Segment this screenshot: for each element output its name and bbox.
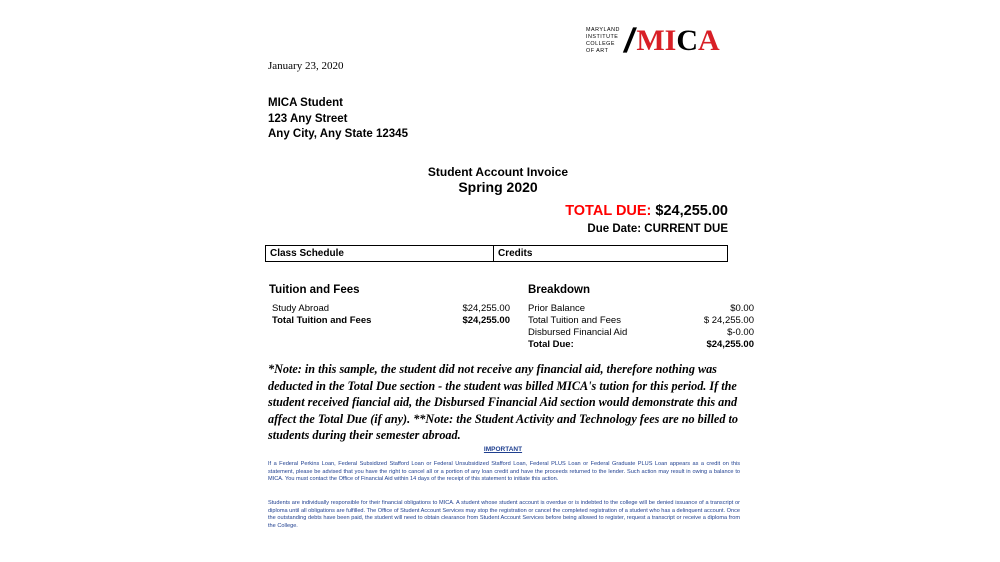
- logo-letter-i: I: [664, 24, 677, 57]
- table-row: [272, 303, 510, 315]
- logo-letter-a: A: [698, 24, 720, 57]
- row-value: $ 24,255.00: [703, 315, 754, 326]
- recipient-address: [268, 96, 408, 143]
- logo-word-line-3: COLLEGE: [586, 41, 615, 47]
- class-schedule-header: Class Schedule: [266, 246, 494, 261]
- row-label: Disbursed Financial Aid: [528, 327, 628, 338]
- important-heading: IMPORTANT: [483, 446, 523, 453]
- logo-word-line-1: MARYLAND: [586, 26, 620, 33]
- row-value: $24,255.00: [706, 339, 754, 350]
- mica-logo: [586, 24, 720, 58]
- recipient-name: MICA Student: [268, 97, 343, 109]
- logo-letter-m: M: [636, 24, 665, 57]
- total-due-line: [268, 203, 728, 219]
- row-label: Total Due:: [528, 339, 574, 350]
- total-due-label: TOTAL DUE:: [565, 203, 652, 219]
- breakdown-table: [528, 303, 754, 351]
- tuition-table: [272, 303, 510, 327]
- important-paragraph-2: Students are individually responsible for their financial obligations to MICA. A student whose student account is overdue or is indebted to the college will be denied issuance of a transcript or diploma until all obligations are fulfilled. The Office of Student Account Services may stop the registration or cancel the completed registration of a student who has a delinquent account. Once the outstanding debts have been paid, the student will need to obtain clearance from Student Account Services before being allowed to register, request a transcript or receive a diploma from the College.: [268, 500, 740, 529]
- recipient-street: 123 Any Street: [268, 112, 348, 125]
- logo-mica-text: [636, 26, 719, 56]
- row-label: Prior Balance: [528, 303, 586, 314]
- invoice-term: Spring 2020: [458, 179, 538, 195]
- due-date: Due Date: CURRENT DUE: [587, 223, 728, 235]
- logo-word-line-4: OF ART: [586, 48, 609, 55]
- table-row: [528, 303, 754, 315]
- logo-letter-c: C: [676, 24, 698, 57]
- table-row: [528, 339, 754, 351]
- sample-note: *Note: in this sample, the student did not receive any financial aid, therefore nothing was deducted in the Total Due section - the student was billed MICA's tution for this period. If the student received fiancial aid, the Disbursed Financial Aid section would demonstrate this and affect the Total Due (if any). **Note: the Student Activity and Technology fees are no billed to students during their semester abroad.: [268, 362, 738, 442]
- table-row: [528, 327, 754, 339]
- row-label: Study Abroad: [272, 303, 330, 314]
- logo-word-line-2: INSTITUTE: [586, 33, 619, 40]
- row-label: Total Tuition and Fees: [528, 315, 621, 326]
- tuition-heading: Tuition and Fees: [269, 284, 360, 296]
- logo-slash-icon: /: [620, 22, 639, 60]
- row-value: $-0.00: [727, 327, 754, 338]
- credits-header: Credits: [498, 248, 533, 259]
- total-due-amount: $24,255.00: [655, 203, 728, 219]
- row-value: $24,255.00: [462, 315, 510, 326]
- document-date: January 23, 2020: [268, 60, 344, 72]
- row-value: $24,255.00: [462, 303, 510, 314]
- important-paragraph-1: If a Federal Perkins Loan, Federal Subsidized Stafford Loan or Federal Unsubsidized Stafford Loan, Federal PLUS Loan or Federal Graduate PLUS Loan appears as a credit on this statement, please be advised that you have the right to cancel all or a portion of any loan credit and have the proceeds returned to the lender. Such action may result in owing a balance to MICA. You must contact the Office of Financial Aid within 14 days of the receipt of this statement to initiate this action.: [268, 461, 740, 483]
- breakdown-heading: Breakdown: [528, 284, 590, 296]
- recipient-city-state-zip: Any City, Any State 12345: [268, 128, 408, 140]
- table-row: [528, 315, 754, 327]
- row-value: $0.00: [730, 303, 754, 314]
- logo-wordmark: [586, 27, 625, 56]
- class-schedule-table: [265, 245, 728, 262]
- table-row: [272, 315, 510, 327]
- page-title: Student Account Invoice: [427, 165, 569, 179]
- row-label: Total Tuition and Fees: [272, 315, 372, 326]
